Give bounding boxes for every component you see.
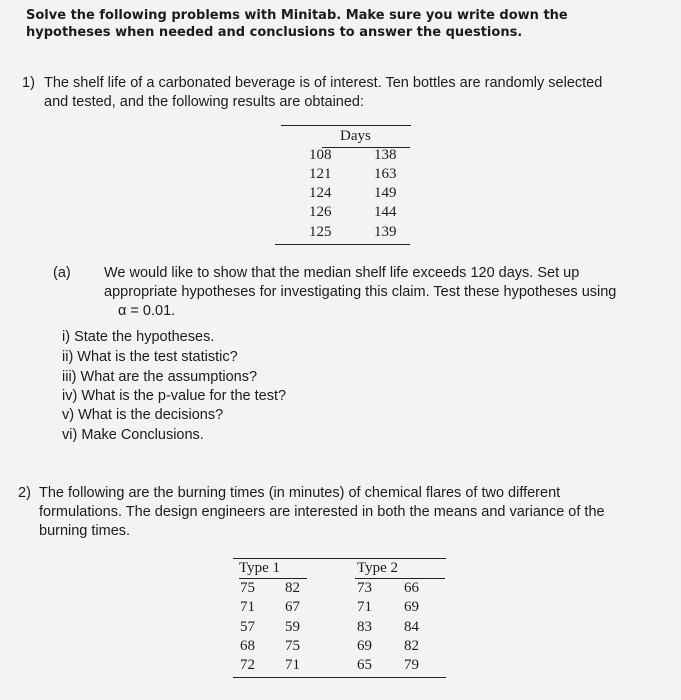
burning-time-cell: 65 [357, 657, 372, 673]
part-a-line-2: appropriate hypotheses for investigating this claim. Test these hypotheses using [104, 284, 617, 300]
burning-time-cell: 57 [240, 619, 255, 635]
burning-time-cell: 66 [404, 580, 419, 596]
burning-time-cell: 82 [285, 580, 300, 596]
question-item: i) State the hypotheses. [62, 329, 215, 345]
days-table-bottom-rule [275, 244, 410, 245]
problem-2-intro-line-3: burning times. [39, 523, 131, 539]
burning-time-cell: 75 [240, 580, 255, 596]
part-a-line-1: We would like to show that the median shelf life exceeds 120 days. Set up [104, 265, 580, 281]
days-table-header: Days [340, 128, 371, 144]
type-2-header: Type 2 [357, 560, 399, 576]
question-item: vi) Make Conclusions. [62, 427, 204, 443]
burning-time-cell: 69 [357, 638, 372, 654]
problem-1-intro-line-1: The shelf life of a carbonated beverage is of interest. Ten bottles are randomly selected [44, 75, 603, 91]
instructions-line-2: hypotheses when needed and conclusions to answer the questions. [26, 25, 523, 40]
question-item: iii) What are the assumptions? [62, 369, 258, 385]
burning-table-top-rule [233, 558, 446, 559]
burning-time-cell: 73 [357, 580, 372, 596]
problem-2-intro-line-2: formulations. The design engineers are interested in both the means and variance of the [39, 504, 605, 520]
days-cell: 149 [374, 185, 397, 201]
days-table-header-rule [322, 147, 410, 148]
question-item: v) What is the decisions? [62, 407, 224, 423]
burning-time-cell: 71 [285, 657, 300, 673]
part-a-label: (a) [53, 265, 71, 281]
burning-time-cell: 71 [357, 599, 372, 615]
problem-1-number: 1) [22, 75, 35, 91]
type-1-header-rule [239, 578, 307, 579]
type-2-header-rule [355, 578, 445, 579]
days-cell: 144 [374, 204, 397, 220]
days-cell: 138 [374, 147, 397, 163]
burning-time-cell: 68 [240, 638, 255, 654]
problem-1-intro-line-2: and tested, and the following results are obtained: [44, 94, 365, 110]
burning-table-bottom-rule [233, 677, 446, 678]
part-a-alpha: α = 0.01. [118, 303, 176, 319]
burning-time-cell: 59 [285, 619, 300, 635]
burning-time-cell: 69 [404, 599, 419, 615]
burning-time-cell: 83 [357, 619, 372, 635]
days-cell: 139 [374, 224, 397, 240]
burning-time-cell: 72 [240, 657, 255, 673]
days-cell: 108 [309, 147, 332, 163]
problem-2-number: 2) [18, 485, 31, 501]
burning-time-cell: 75 [285, 638, 300, 654]
burning-time-cell: 71 [240, 599, 255, 615]
days-table-top-rule [281, 125, 411, 126]
burning-time-cell: 82 [404, 638, 419, 654]
days-cell: 163 [374, 166, 397, 182]
burning-time-cell: 67 [285, 599, 300, 615]
burning-time-cell: 84 [404, 619, 419, 635]
instructions-line-1: Solve the following problems with Minitab. Make sure you write down the [26, 8, 568, 23]
days-cell: 121 [309, 166, 332, 182]
question-item: ii) What is the test statistic? [62, 349, 238, 365]
problem-2-intro-line-1: The following are the burning times (in minutes) of chemical flares of two different [39, 485, 561, 501]
days-cell: 126 [309, 204, 332, 220]
days-cell: 125 [309, 224, 332, 240]
days-cell: 124 [309, 185, 332, 201]
type-1-header: Type 1 [239, 560, 281, 576]
question-item: iv) What is the p-value for the test? [62, 388, 287, 404]
burning-time-cell: 79 [404, 657, 419, 673]
